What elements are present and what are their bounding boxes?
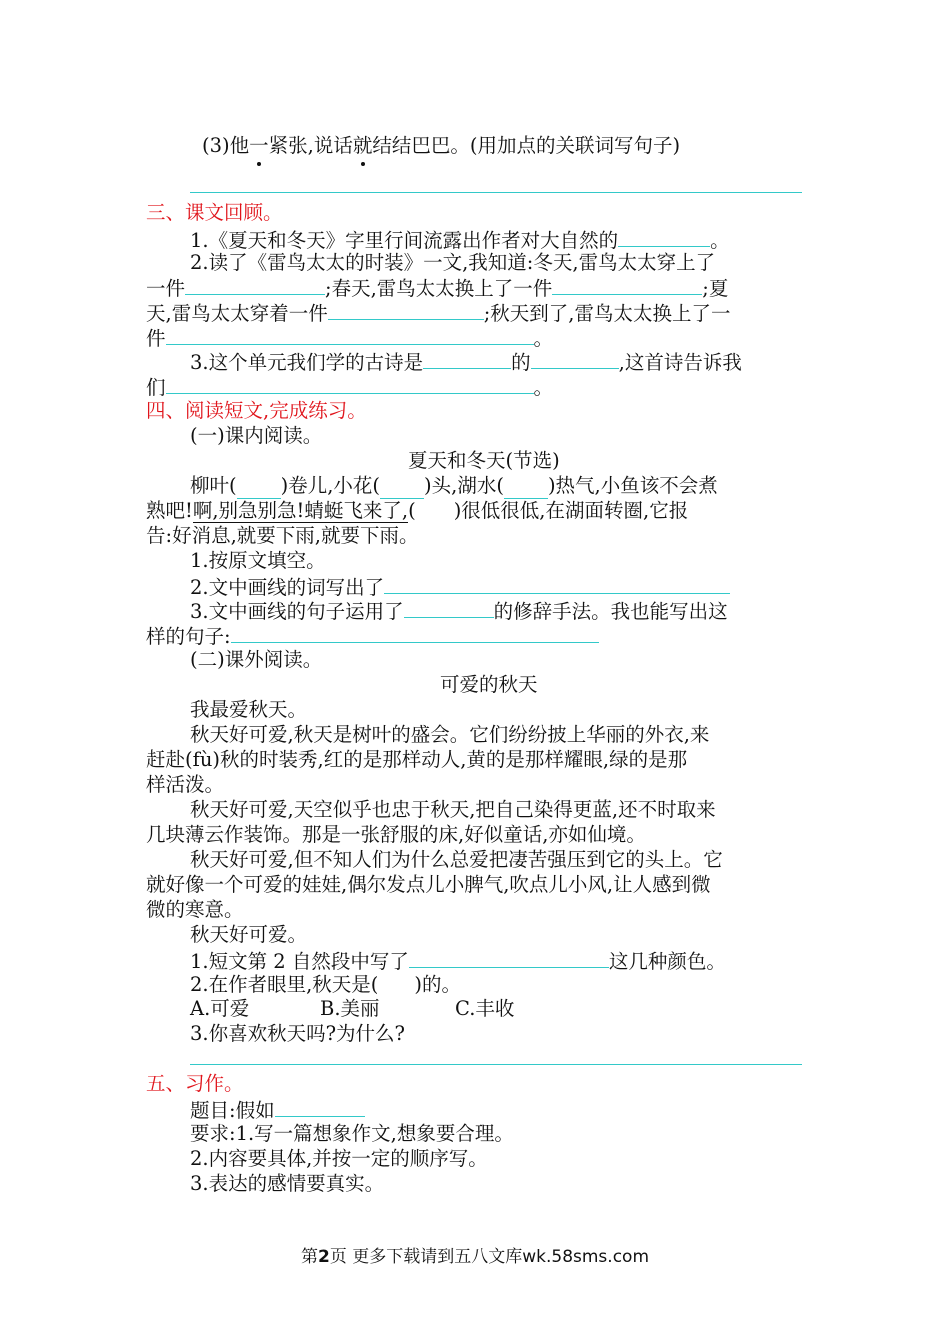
passage-2-line: 秋天好可爱,秋天是树叶的盛会。它们纷纷披上华丽的外衣,来 [190, 723, 710, 746]
passage-1-line3: 告:好消息,就要下雨,就要下雨。 [146, 524, 419, 547]
page-footer: 第2页 更多下载请到五八文库wk.58sms.com [300, 1247, 650, 1267]
essay-requirement: 2.内容要具体,并按一定的顺序写。 [190, 1147, 488, 1170]
passage-2-line: 几块薄云作装饰。那是一张舒服的床,好似童话,亦如仙境。 [146, 823, 646, 846]
essay-topic: 题目:假如 [190, 1097, 365, 1123]
passage-2-line: 样活泼。 [146, 773, 225, 796]
section-3-heading: 三、课文回顾。 [146, 201, 283, 224]
answer-line[interactable] [190, 192, 802, 193]
answer-line[interactable] [190, 1064, 802, 1065]
passage-2-line: 就好像一个可爱的娃娃,偶尔发点儿小脾气,吹点儿小风,让人感到微 [146, 873, 711, 896]
emphasis-dot-char: 就 [352, 134, 373, 157]
s3-q3-line2: 们 。 [146, 376, 554, 399]
s3-q2-line2: 一件 ;春天,雷鸟太太换上了一件 ;夏 [146, 277, 729, 300]
paren-blank[interactable] [416, 499, 454, 523]
fill-blank[interactable] [328, 300, 484, 320]
fill-blank[interactable] [552, 275, 702, 295]
fill-blank[interactable] [166, 325, 534, 345]
fill-blank[interactable] [531, 349, 619, 369]
fill-blank[interactable] [404, 598, 494, 618]
passage-2-title: 可爱的秋天 [440, 673, 538, 696]
underlined-phrase: 啊,别急别急! [192, 499, 305, 522]
p1-question-2: 2.文中画线的词写出了 [190, 574, 730, 600]
fill-blank[interactable] [166, 374, 534, 394]
p2-question-1: 1.短文第 2 自然段中写了 这几种颜色。 [190, 950, 726, 973]
section-4-heading: 四、阅读短文,完成练习。 [146, 399, 367, 422]
fill-blank[interactable] [237, 474, 281, 499]
p1-question-3: 3.文中画线的句子运用了 的修辞手法。我也能写出这 [190, 600, 728, 623]
s3-q3-line1: 3.这个单元我们学的古诗是 的 ,这首诗告诉我 [190, 351, 742, 374]
passage-2-line: 微的寒意。 [146, 898, 244, 921]
passage-1-title: 夏天和冬天(节选) [408, 449, 560, 472]
underlined-sentence: 蜻蜓飞来了, [304, 499, 409, 522]
s3-q2-line4: 件 。 [146, 327, 554, 350]
s3-q1: 1.《夏天和冬天》字里行间流露出作者对大自然的 。 [190, 229, 730, 252]
fill-blank[interactable] [380, 474, 424, 499]
p2-question-3: 3.你喜欢秋天吗?为什么? [190, 1022, 406, 1045]
footer-site[interactable]: wk.58sms.com [522, 1247, 650, 1267]
p1-question-3-cont: 样的句子: [146, 623, 599, 649]
option-c[interactable]: C.丰收 [455, 997, 515, 1020]
fill-blank[interactable] [504, 474, 548, 499]
p2-question-2: 2.在作者眼里,秋天是( )的。 [190, 973, 462, 996]
passage-2-line: 我最爱秋天。 [190, 698, 308, 721]
part-2-label: (二)课外阅读。 [190, 648, 323, 671]
fill-blank[interactable] [231, 623, 599, 643]
fill-blank[interactable] [618, 227, 710, 247]
passage-2-line: 秋天好可爱,天空似乎也忠于秋天,把自己染得更蓝,还不时取来 [190, 798, 716, 821]
p1-question-1: 1.按原文填空。 [190, 549, 326, 572]
passage-2-line: 秋天好可爱,但不知人们为什么总爱把凄苦强压到它的头上。它 [190, 848, 723, 871]
option-b[interactable]: B.美丽 [320, 997, 380, 1020]
fill-blank[interactable] [275, 1097, 365, 1117]
option-a[interactable]: A.可爱 [190, 997, 250, 1020]
paren-blank[interactable] [378, 973, 414, 997]
section-5-heading: 五、习作。 [146, 1072, 244, 1095]
emphasis-dot-char: 一 [249, 134, 269, 157]
part-1-label: (一)课内阅读。 [190, 424, 323, 447]
question-3-line: (3)他一紧张,说话就结结巴巴。(用加点的关联词写句子) [202, 134, 681, 157]
essay-requirement: 3.表达的感情要真实。 [190, 1172, 385, 1195]
passage-1-line1: 柳叶( )卷儿,小花( )头,湖水( )热气,小鱼该不会煮 [190, 474, 718, 497]
passage-2-line: 赶赴(fù)秋的时装秀,红的是那样动人,黄的是那样耀眼,绿的是那 [146, 748, 688, 771]
fill-blank[interactable] [409, 948, 609, 968]
fill-blank[interactable] [423, 349, 511, 369]
fill-blank[interactable] [185, 275, 325, 295]
s3-q2-line3: 天,雷鸟太太穿着一件 ;秋天到了,雷鸟太太换上了一 [146, 302, 731, 325]
fill-blank[interactable] [384, 574, 730, 594]
p2-options [190, 997, 514, 1021]
page-number: 2 [317, 1247, 330, 1267]
s3-q2-line1: 2.读了《雷鸟太太的时装》一文,我知道:冬天,雷鸟太太穿上了 [190, 251, 716, 274]
passage-1-line2: 熟吧!啊,别急别急!蜻蜓飞来了,( )很低很低,在湖面转圈,它报 [146, 499, 689, 522]
essay-requirement: 要求:1.写一篇想象作文,想象要合理。 [190, 1122, 514, 1145]
passage-2-line: 秋天好可爱。 [190, 923, 308, 946]
